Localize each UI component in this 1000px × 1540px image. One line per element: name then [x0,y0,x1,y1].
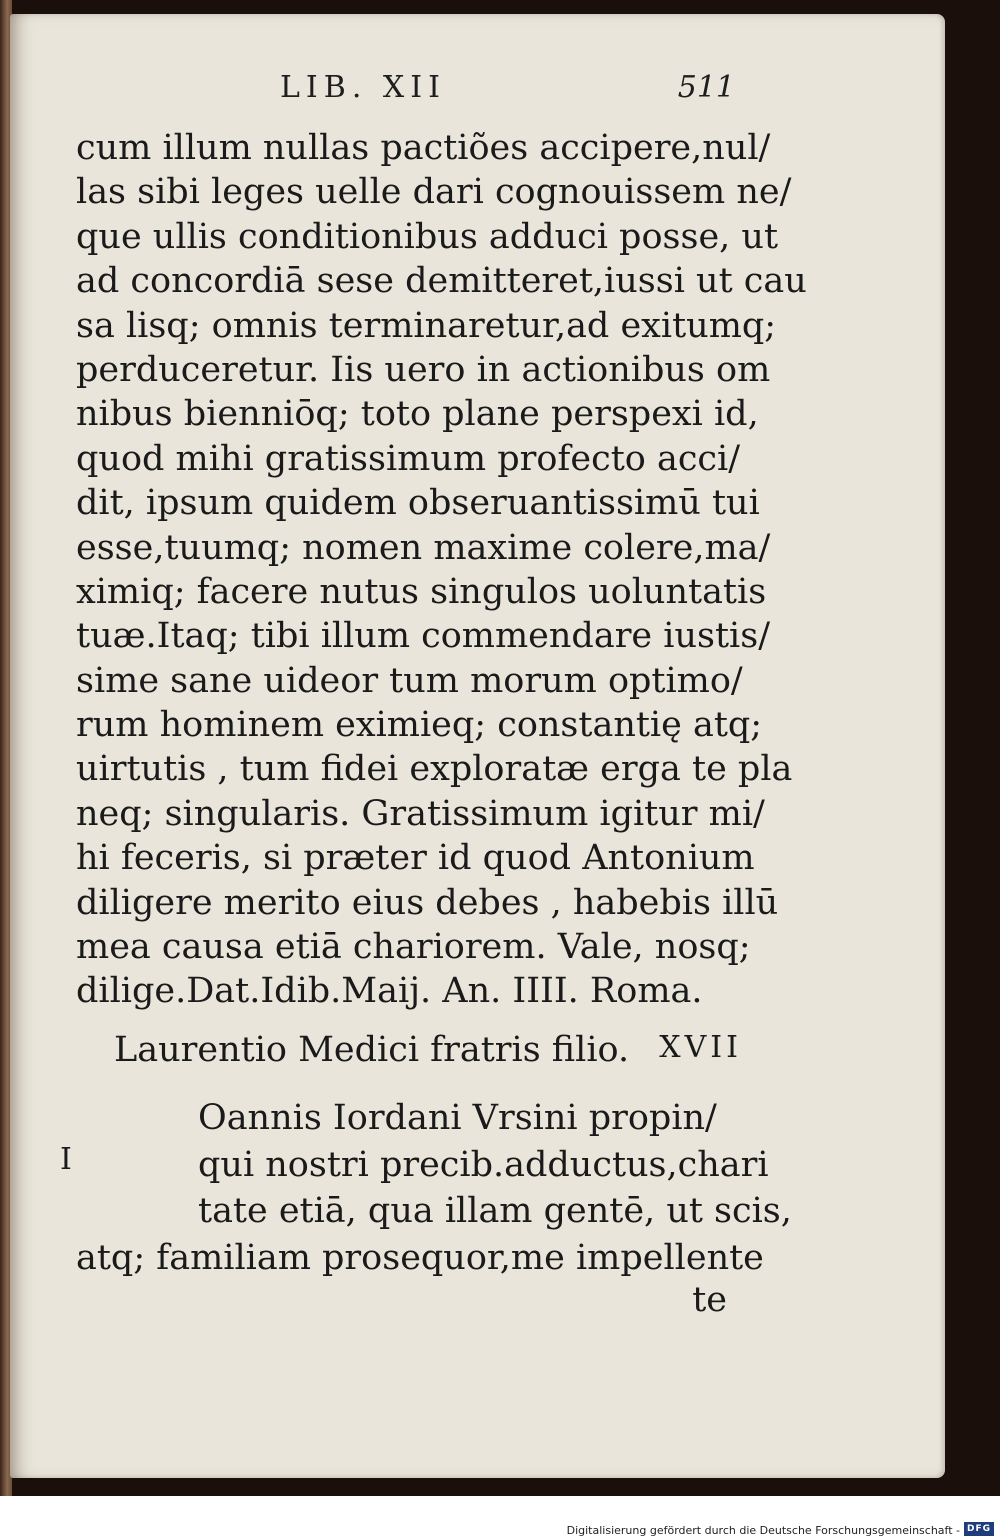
page-number: 511 [677,70,735,105]
text-line: quod mihi gratissimum profecto acci/ [76,438,741,479]
text-line: sa lisq; omnis terminaretur,ad exitumq; [76,305,777,346]
text-line: que ullis conditionibus adduci posse, ut [76,216,779,257]
text-line: perduceretur. Iis uero in actionibus om [76,349,771,390]
text-line: tate etiā, qua illam gentē, ut scis, [198,1191,792,1231]
running-header [10,70,945,110]
letter-title: Laurentio Medici fratris filio. [114,1030,630,1070]
catchword: te [692,1280,727,1320]
digitization-credit: Digitalisierung gefördert durch die Deutsche Forschungsgemeinschaft - [566,1524,960,1537]
text-line: cum illum nullas pactiões accipere,nul/ [76,128,771,168]
text-line: ad concordiā sese demitteret,iussi ut cau [76,261,807,302]
running-title: LIB. XII [280,70,446,105]
text-line: esse,tuumq; nomen maxime colere,ma/ [76,527,771,568]
dfg-logo-icon: DFG [964,1522,994,1536]
text-line: sime sane uideor tum morum optimo/ [76,660,743,701]
text-line: atq; familiam prosequor,me impellente [76,1237,764,1278]
letter-body [76,1095,792,1281]
text-line: mea causa etiā chariorem. Vale, nosq; [76,927,751,968]
text-line: qui nostri precib.adductus,chari [198,1144,769,1185]
book-page [10,14,945,1478]
body-text [76,126,807,1014]
text-line: uirtutis , tum fidei exploratæ erga te pla [76,749,793,790]
text-line: ximiq; facere nutus singulos uoluntatis [76,571,767,612]
text-line: tuæ.Itaq; tibi illum commendare iustis/ [76,616,770,657]
text-line: diligere merito eius debes , habebis illū [76,882,779,923]
text-line: nibus bienniōq; toto plane perspexi id, [76,394,759,435]
text-line: Oannis Iordani Vrsini propin/ [198,1098,717,1138]
letter-number: XVII [659,1030,742,1065]
initial-letter: I [60,1142,72,1177]
text-line: neq; singularis. Gratissimum igitur mi/ [76,793,765,834]
text-line: hi feceris, si præter id quod Antonium [76,838,755,879]
text-line: dit, ipsum quidem obseruantissimū tui [76,483,760,524]
text-line: las sibi leges uelle dari cognouissem ne/ [76,172,792,213]
text-line: dilige.Dat.Idib.Maij. An. IIII. Roma. [76,971,703,1012]
text-line: rum hominem eximieq; constantię atq; [76,705,763,746]
